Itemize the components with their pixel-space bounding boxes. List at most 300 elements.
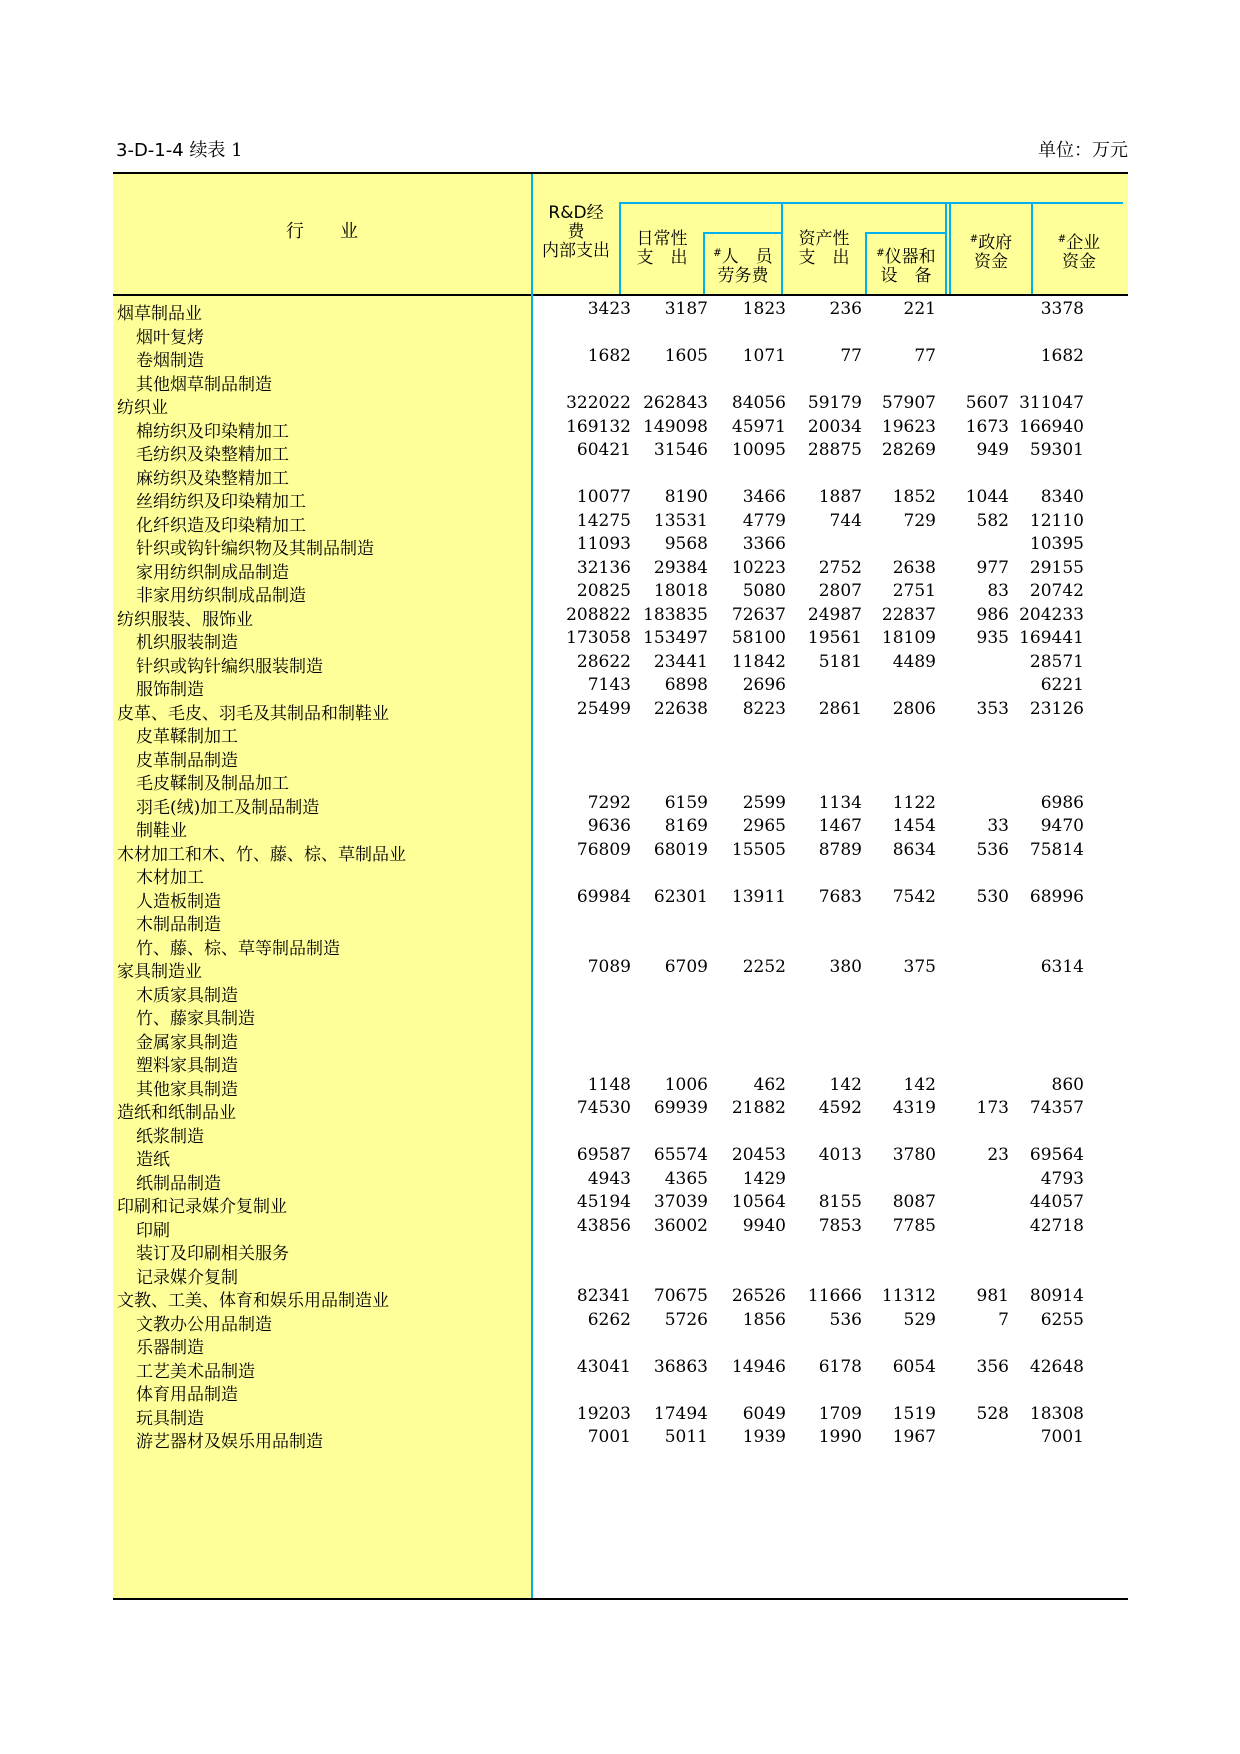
industry-name: 文教办公用品制造 [136, 1314, 272, 1335]
cell-ent: 7001 [1040, 1427, 1084, 1447]
cell-rd: 6262 [587, 1309, 631, 1330]
cell-equip: 7542 [892, 886, 936, 907]
table-row [113, 1189, 1128, 1215]
cell-labor: 1071 [742, 346, 786, 366]
cell-equip: 19623 [881, 416, 936, 437]
industry-name: 其他烟草制品制造 [136, 374, 272, 395]
cell-equip: 6054 [892, 1356, 936, 1377]
table-code: 3-D-1-4 [116, 140, 184, 161]
cell-asset: 5181 [818, 651, 862, 672]
cell-asset: 744 [829, 510, 862, 531]
cell-equip: 729 [903, 510, 936, 531]
industry-name: 棉纺织及印染精加工 [136, 421, 289, 442]
table-row [113, 672, 1128, 698]
cell-equip: 28269 [881, 440, 936, 460]
industry-name: 木制品制造 [136, 915, 221, 935]
cell-rd: 7089 [587, 957, 631, 977]
cell-rd: 69984 [576, 886, 631, 907]
table-row [113, 1095, 1128, 1121]
cell-ent: 23126 [1029, 698, 1084, 719]
cell-ent: 9470 [1040, 816, 1084, 836]
header-government-funds: #政府 资金 [969, 233, 1013, 272]
cell-equip: 77 [914, 346, 936, 366]
cell-asset: 536 [829, 1309, 862, 1330]
cell-ent: 311047 [1019, 393, 1084, 413]
table-row [113, 1048, 1128, 1074]
cell-labor: 84056 [731, 393, 786, 413]
table-row [113, 437, 1128, 463]
cell-daily: 183835 [643, 604, 708, 625]
cell-asset: 1887 [818, 487, 862, 507]
industry-name: 皮革、毛皮、羽毛及其制品和制鞋业 [117, 703, 389, 724]
table-row [113, 320, 1128, 346]
cell-labor: 1939 [742, 1427, 786, 1447]
table-row [113, 1213, 1128, 1239]
cell-daily: 5726 [664, 1309, 708, 1330]
cell-asset: 24987 [807, 604, 862, 625]
header-industry: 行 业 [286, 221, 358, 242]
cell-asset: 11666 [807, 1286, 862, 1306]
cell-asset: 20034 [807, 416, 862, 437]
cell-labor: 1429 [742, 1168, 786, 1189]
table-row [113, 743, 1128, 769]
cell-ent: 20742 [1029, 581, 1084, 601]
table-row [113, 1119, 1128, 1145]
cell-labor: 21882 [731, 1098, 786, 1118]
cell-asset: 2807 [818, 581, 862, 601]
industry-name: 造纸和纸制品业 [117, 1103, 236, 1123]
cell-rd: 169132 [566, 416, 631, 437]
cell-equip: 2638 [892, 557, 936, 578]
cell-ent: 59301 [1029, 440, 1084, 460]
table-row [113, 1072, 1128, 1098]
cell-daily: 9568 [664, 534, 708, 554]
cell-daily: 70675 [653, 1286, 708, 1306]
cell-daily: 22638 [653, 698, 708, 719]
cell-equip: 57907 [881, 393, 936, 413]
cell-daily: 6709 [664, 957, 708, 977]
cell-daily: 68019 [653, 839, 708, 860]
industry-name: 人造板制造 [136, 891, 221, 912]
table-row [113, 1142, 1128, 1168]
cell-asset: 4013 [818, 1145, 862, 1165]
industry-name: 服饰制造 [136, 680, 204, 700]
cell-daily: 1605 [664, 346, 708, 366]
cell-rd: 43041 [576, 1356, 631, 1377]
industry-name: 木材加工 [136, 868, 204, 888]
cell-daily: 6159 [664, 792, 708, 813]
table-top-rule [113, 172, 1128, 174]
cell-gov: 536 [976, 839, 1009, 860]
industry-name: 金属家具制造 [136, 1032, 238, 1053]
cell-daily: 36002 [653, 1215, 708, 1236]
cell-rd: 82341 [576, 1286, 631, 1306]
cell-asset: 142 [829, 1074, 862, 1095]
cell-gov: 1673 [965, 416, 1009, 437]
industry-name: 皮革制品制造 [136, 750, 238, 771]
table-bottom-rule [113, 1598, 1128, 1600]
cell-rd: 60421 [576, 440, 631, 460]
cell-rd: 28622 [576, 651, 631, 672]
cell-ent: 1682 [1040, 346, 1084, 366]
header-sub-rule [703, 232, 781, 234]
cell-daily: 65574 [653, 1145, 708, 1165]
cell-ent: 74357 [1029, 1098, 1084, 1118]
industry-name: 竹、藤家具制造 [136, 1009, 255, 1029]
table-row [113, 1424, 1128, 1450]
cell-equip: 375 [903, 957, 936, 977]
header-enterprise-funds: #企业 资金 [1057, 233, 1101, 272]
industry-name: 化纤织造及印染精加工 [136, 515, 306, 536]
cell-daily: 31546 [653, 440, 708, 460]
cell-rd: 19203 [576, 1403, 631, 1424]
cell-daily: 262843 [643, 393, 708, 413]
industry-name: 文教、工美、体育和娱乐用品制造业 [117, 1291, 389, 1311]
cell-equip: 221 [903, 299, 936, 319]
cell-asset: 6178 [818, 1356, 862, 1377]
cell-labor: 462 [753, 1074, 786, 1095]
cell-rd: 69587 [576, 1145, 631, 1165]
cell-asset: 8155 [818, 1192, 862, 1212]
cell-equip: 1122 [892, 792, 936, 813]
table-row [113, 461, 1128, 487]
cell-equip: 1852 [892, 487, 936, 507]
cell-gov: 986 [976, 604, 1009, 625]
cell-daily: 36863 [653, 1356, 708, 1377]
cell-daily: 3187 [664, 299, 708, 319]
unit-label: 单位：万元 [1038, 140, 1128, 161]
cell-daily: 29384 [653, 557, 708, 578]
header-daily-expenditure: 日常性 支 出 [636, 229, 688, 268]
table-row [113, 1025, 1128, 1051]
industry-name: 机织服装制造 [136, 633, 238, 653]
cell-rd: 45194 [576, 1192, 631, 1212]
industry-name: 丝绢纺织及印染精加工 [136, 492, 306, 512]
cell-equip: 3780 [892, 1145, 936, 1165]
cell-gov: 83 [987, 581, 1009, 601]
table-row [113, 978, 1128, 1004]
table-row [113, 1377, 1128, 1403]
cell-ent: 6314 [1040, 957, 1084, 977]
cell-equip: 1967 [892, 1427, 936, 1447]
cell-rd: 25499 [576, 698, 631, 719]
cell-equip: 4489 [892, 651, 936, 672]
cell-equip: 11312 [881, 1286, 936, 1306]
table-row [113, 508, 1128, 534]
table-row [113, 907, 1128, 933]
cell-asset: 2861 [818, 698, 862, 719]
cell-gov: 23 [987, 1145, 1009, 1165]
table-row [113, 954, 1128, 980]
cell-gov: 173 [976, 1098, 1009, 1118]
industry-name: 毛纺织及染整精加工 [136, 445, 289, 465]
cell-labor: 2252 [742, 957, 786, 977]
table-row [113, 343, 1128, 369]
table-row [113, 296, 1128, 322]
cell-labor: 8223 [742, 698, 786, 719]
cell-rd: 208822 [566, 604, 631, 625]
cell-equip: 8087 [892, 1192, 936, 1212]
cell-ent: 204233 [1019, 604, 1084, 625]
industry-name: 造纸 [136, 1150, 170, 1170]
cell-ent: 6255 [1040, 1309, 1084, 1330]
table-row [113, 531, 1128, 557]
cell-labor: 10095 [731, 440, 786, 460]
table-row [113, 1001, 1128, 1027]
cell-daily: 37039 [653, 1192, 708, 1212]
table-row [113, 766, 1128, 792]
cell-gov: 7 [998, 1309, 1009, 1330]
cell-rd: 9636 [587, 816, 631, 836]
table-row [113, 1307, 1128, 1333]
cell-asset: 2752 [818, 557, 862, 578]
industry-name: 塑料家具制造 [136, 1056, 238, 1076]
table-row [113, 696, 1128, 722]
cell-equip: 8634 [892, 839, 936, 860]
cell-labor: 5080 [742, 581, 786, 601]
cell-rd: 7292 [587, 792, 631, 813]
table-row [113, 649, 1128, 675]
cell-ent: 28571 [1029, 651, 1084, 672]
table-continuation: 续表 1 [189, 140, 243, 161]
cell-rd: 7001 [587, 1427, 631, 1447]
cell-labor: 4779 [742, 510, 786, 531]
cell-daily: 153497 [643, 628, 708, 648]
industry-name: 乐器制造 [136, 1338, 204, 1358]
table-row [113, 414, 1128, 440]
cell-daily: 18018 [653, 581, 708, 601]
cell-gov: 1044 [965, 487, 1009, 507]
cell-gov: 356 [976, 1356, 1009, 1377]
cell-asset: 236 [829, 299, 862, 319]
industry-name: 纸制品制造 [136, 1173, 221, 1194]
industry-name: 印刷和记录媒介复制业 [117, 1197, 287, 1217]
cell-asset: 28875 [807, 440, 862, 460]
cell-labor: 11842 [731, 651, 786, 672]
industry-name: 纺织服装、服饰业 [117, 609, 253, 630]
cell-labor: 15505 [731, 839, 786, 860]
cell-daily: 8190 [664, 487, 708, 507]
cell-ent: 42648 [1029, 1356, 1084, 1377]
cell-asset: 1990 [818, 1427, 862, 1447]
cell-labor: 2696 [742, 675, 786, 695]
cell-gov: 981 [976, 1286, 1009, 1306]
industry-name: 毛皮鞣制及制品加工 [136, 774, 289, 794]
cell-daily: 13531 [653, 510, 708, 531]
cell-asset: 19561 [807, 628, 862, 648]
cell-ent: 12110 [1029, 510, 1084, 531]
cell-labor: 2965 [742, 816, 786, 836]
header-span-rule [619, 202, 1123, 204]
table-row [113, 390, 1128, 416]
cell-labor: 3466 [742, 487, 786, 507]
cell-gov: 530 [976, 886, 1009, 907]
cell-gov: 528 [976, 1403, 1009, 1424]
cell-rd: 76809 [576, 839, 631, 860]
table-row [113, 1283, 1128, 1309]
cell-equip: 529 [903, 1309, 936, 1330]
table-row [113, 860, 1128, 886]
data-table [113, 172, 1128, 1600]
cell-rd: 7143 [587, 675, 631, 695]
header-labor-cost: #人 员 劳务费 [713, 247, 773, 286]
cell-ent: 860 [1051, 1074, 1084, 1095]
header-rd-expenditure: R&D经 费 内部支出 [542, 203, 610, 261]
industry-name: 家具制造业 [117, 962, 202, 982]
cell-asset: 1709 [818, 1403, 862, 1424]
cell-rd: 1148 [587, 1074, 631, 1095]
industry-name: 纸浆制造 [136, 1126, 204, 1147]
table-row [113, 813, 1128, 839]
cell-asset: 59179 [807, 393, 862, 413]
cell-rd: 32136 [576, 557, 631, 578]
header-equipment: #仪器和 设 备 [876, 247, 936, 286]
industry-name: 家用纺织制成品制造 [136, 562, 289, 583]
table-row [113, 719, 1128, 745]
cell-equip: 4319 [892, 1098, 936, 1118]
table-row [113, 367, 1128, 393]
industry-name: 麻纺织及染整精加工 [136, 468, 289, 489]
cell-gov: 5607 [965, 393, 1009, 413]
industry-name: 非家用纺织制成品制造 [136, 586, 306, 606]
industry-name: 针织或钩针编织物及其制品制造 [136, 539, 374, 559]
cell-daily: 4365 [664, 1168, 708, 1189]
cell-labor: 10223 [731, 557, 786, 578]
industry-name: 纺织业 [117, 398, 168, 418]
table-row [113, 578, 1128, 604]
cell-asset: 8789 [818, 839, 862, 860]
cell-equip: 2751 [892, 581, 936, 601]
cell-rd: 74530 [576, 1098, 631, 1118]
cell-labor: 45971 [731, 416, 786, 437]
cell-rd: 11093 [576, 534, 631, 554]
table-title [116, 136, 243, 162]
cell-ent: 10395 [1029, 534, 1084, 554]
cell-gov: 33 [987, 816, 1009, 836]
cell-ent: 4793 [1040, 1168, 1084, 1189]
cell-asset: 4592 [818, 1098, 862, 1118]
cell-daily: 23441 [653, 651, 708, 672]
industry-name: 体育用品制造 [136, 1385, 238, 1405]
table-row [113, 1401, 1128, 1427]
cell-labor: 13911 [731, 886, 786, 907]
cell-labor: 10564 [731, 1192, 786, 1212]
cell-ent: 166940 [1019, 416, 1084, 437]
cell-ent: 18308 [1029, 1403, 1084, 1424]
industry-name: 皮革鞣制加工 [136, 727, 238, 747]
table-row [113, 1166, 1128, 1192]
cell-rd: 1682 [587, 346, 631, 366]
cell-equip: 142 [903, 1074, 936, 1095]
cell-asset: 380 [829, 957, 862, 977]
cell-gov: 582 [976, 510, 1009, 531]
cell-ent: 68996 [1029, 886, 1084, 907]
cell-gov: 935 [976, 628, 1009, 648]
cell-ent: 29155 [1029, 557, 1084, 578]
table-row [113, 625, 1128, 651]
cell-daily: 62301 [653, 886, 708, 907]
header-divider [945, 202, 947, 294]
cell-labor: 72637 [731, 604, 786, 625]
industry-name: 游艺器材及娱乐用品制造 [136, 1432, 323, 1452]
cell-equip: 18109 [881, 628, 936, 648]
industry-name: 竹、藤、棕、草等制品制造 [136, 938, 340, 959]
cell-gov: 977 [976, 557, 1009, 578]
cell-ent: 3378 [1040, 299, 1084, 319]
cell-ent: 6221 [1040, 675, 1084, 695]
table-row [113, 1236, 1128, 1262]
industry-name: 烟叶复烤 [136, 327, 204, 348]
cell-rd: 3423 [587, 299, 631, 319]
table-row [113, 884, 1128, 910]
cell-daily: 8169 [664, 816, 708, 836]
cell-daily: 149098 [643, 416, 708, 437]
cell-daily: 6898 [664, 675, 708, 695]
industry-name: 木质家具制造 [136, 985, 238, 1006]
cell-labor: 26526 [731, 1286, 786, 1306]
cell-labor: 2599 [742, 792, 786, 813]
industry-name: 烟草制品业 [117, 304, 202, 324]
cell-daily: 69939 [653, 1098, 708, 1118]
table-row [113, 931, 1128, 957]
table-row [113, 1260, 1128, 1286]
cell-asset: 7853 [818, 1215, 862, 1236]
cell-asset: 77 [840, 346, 862, 366]
cell-rd: 4943 [587, 1168, 631, 1189]
cell-gov: 353 [976, 698, 1009, 719]
cell-rd: 20825 [576, 581, 631, 601]
industry-name: 玩具制造 [136, 1408, 204, 1429]
cell-asset: 1467 [818, 816, 862, 836]
industry-name: 卷烟制造 [136, 351, 204, 371]
cell-ent: 80914 [1029, 1286, 1084, 1306]
cell-rd: 43856 [576, 1215, 631, 1236]
cell-daily: 1006 [664, 1074, 708, 1095]
cell-labor: 3366 [742, 534, 786, 554]
table-row [113, 1354, 1128, 1380]
industry-name: 羽毛(绒)加工及制品制造 [136, 797, 320, 818]
cell-labor: 1856 [742, 1309, 786, 1330]
cell-asset: 1134 [818, 792, 862, 813]
industry-name: 装订及印刷相关服务 [136, 1244, 289, 1264]
industry-name: 制鞋业 [136, 821, 187, 841]
cell-rd: 173058 [566, 628, 631, 648]
cell-labor: 6049 [742, 1403, 786, 1424]
industry-name: 木材加工和木、竹、藤、棕、草制品业 [117, 844, 406, 865]
cell-ent: 44057 [1029, 1192, 1084, 1212]
cell-rd: 322022 [566, 393, 631, 413]
cell-ent: 169441 [1019, 628, 1084, 648]
cell-asset: 7683 [818, 886, 862, 907]
industry-name: 印刷 [136, 1220, 170, 1241]
cell-ent: 75814 [1029, 839, 1084, 860]
cell-ent: 42718 [1029, 1215, 1084, 1236]
cell-labor: 14946 [731, 1356, 786, 1377]
cell-equip: 1519 [892, 1403, 936, 1424]
cell-labor: 20453 [731, 1145, 786, 1165]
industry-name: 记录媒介复制 [136, 1267, 238, 1288]
cell-daily: 17494 [653, 1403, 708, 1424]
cell-rd: 10077 [576, 487, 631, 507]
cell-daily: 5011 [664, 1427, 708, 1447]
cell-equip: 7785 [892, 1215, 936, 1236]
table-row [113, 555, 1128, 581]
cell-labor: 58100 [731, 628, 786, 648]
cell-ent: 69564 [1029, 1145, 1084, 1165]
cell-ent: 6986 [1040, 792, 1084, 813]
cell-rd: 14275 [576, 510, 631, 531]
industry-name: 其他家具制造 [136, 1079, 238, 1100]
